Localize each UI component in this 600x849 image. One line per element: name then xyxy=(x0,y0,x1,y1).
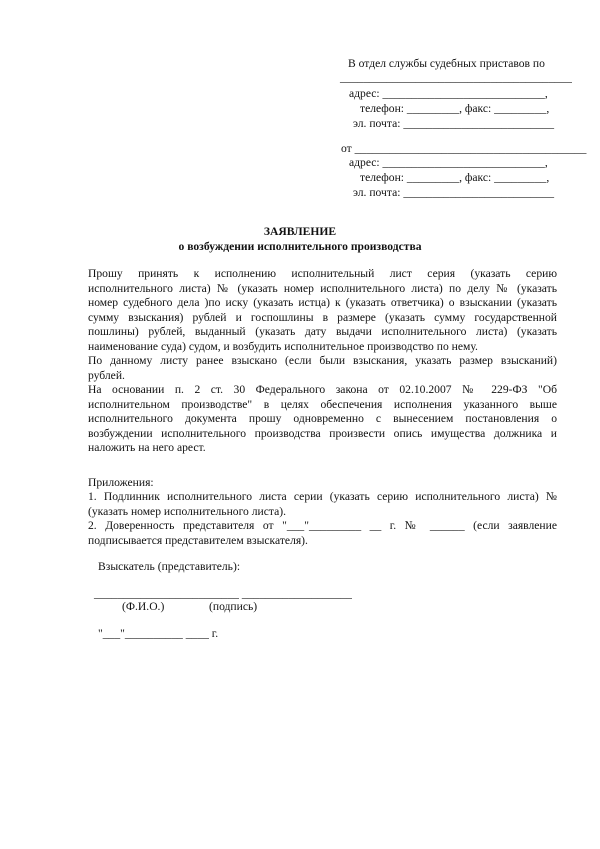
sign-caption: (подпись) xyxy=(209,600,258,613)
paragraph-line: Прошу принять к исполнению исполнительный лист серия (указать серию xyxy=(88,267,557,280)
addressee-address: адрес: ____________________________, xyxy=(349,87,548,100)
paragraph-line: рублей. xyxy=(88,369,125,382)
paragraph-line: По данному листу ранее взыскано (если были взыскания, указать размер взысканий) xyxy=(88,354,557,367)
paragraph-line: На основании п. 2 ст. 30 Федерального закона от 02.10.2007 № 229-ФЗ "Об xyxy=(88,383,557,396)
sender-email: эл. почта: __________________________ xyxy=(353,186,555,199)
paragraph-line: наименование суда) судом, и возбудить исполнительное производство по нему. xyxy=(88,340,478,353)
document-title: ЗАЯВЛЕНИЕ xyxy=(263,225,337,238)
paragraph-line: сумму взыскания) рублей и госпошлины в размере (указать сумму государственной xyxy=(88,311,557,324)
addressee-to: В отдел службы судебных приставов по xyxy=(348,57,545,70)
paragraph-line: пошлины) рублей, выданный (указать дату выдачи исполнительного листа) (указать xyxy=(88,325,557,338)
paragraph-line: возбуждении исполнительного производства произвести опись имущества должника и xyxy=(88,427,557,440)
sender-from: от ________________________________________ xyxy=(341,142,587,155)
addressee-email: эл. почта: __________________________ xyxy=(353,117,555,130)
attachment-line: подписывается представителем взыскателя). xyxy=(88,534,308,547)
paragraph-line: номер судебного дела )по иску (указать истца) к (указать ответчика) о взыскании (указать xyxy=(88,296,557,309)
sender-phone: телефон: _________, факс: _________, xyxy=(360,171,550,184)
attachment-line: 1. Подлинник исполнительного листа серии (указать серию исполнительного листа) № xyxy=(88,490,557,503)
paragraph-line: исполнительного документа прошу одновременно с вынесением постановления о xyxy=(88,412,557,425)
addressee-line: ________________________________________ xyxy=(340,71,572,84)
fio-caption: (Ф.И.О.) xyxy=(122,600,165,613)
addressee-phone: телефон: _________, факс: _________, xyxy=(360,102,550,115)
signature-line: _________________________ ___________________ xyxy=(94,587,352,600)
attachments-heading: Приложения: xyxy=(88,476,154,489)
sender-address: адрес: ____________________________, xyxy=(349,156,548,169)
date-field: "___"__________ ____ г. xyxy=(98,627,219,640)
claimant-label: Взыскатель (представитель): xyxy=(98,560,241,573)
attachment-line: (указать номер исполнительного листа). xyxy=(88,505,286,518)
paragraph-line: исполнительном производстве" в целях обеспечения исполнения указанного выше xyxy=(88,398,557,411)
paragraph-line: исполнительного листа) № (указать номер исполнительного листа) по делу № (указать xyxy=(88,282,557,295)
attachment-line: 2. Доверенность представителя от "___"_________ __ г. № ______ (если заявление xyxy=(88,519,557,532)
paragraph-line: наложить на него арест. xyxy=(88,441,206,454)
document-subtitle: о возбуждении исполнительного производства xyxy=(178,240,422,253)
